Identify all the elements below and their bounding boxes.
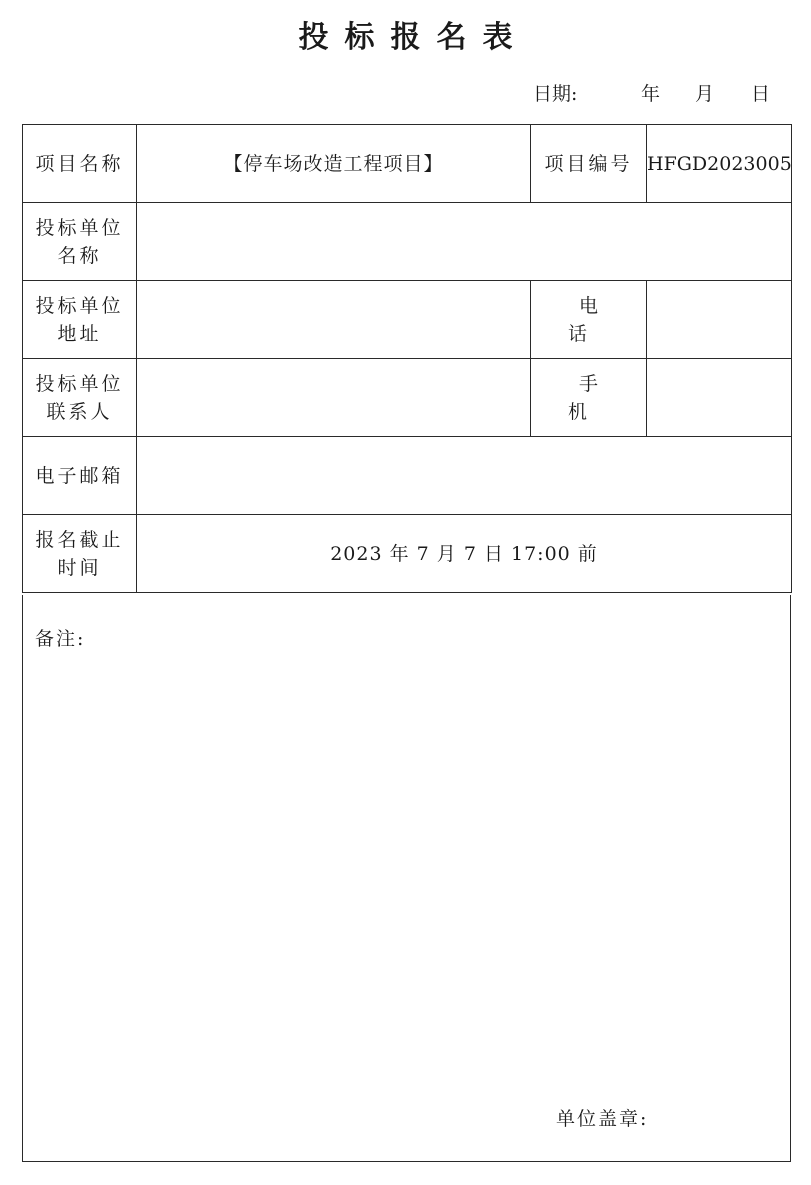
project-name-value: 【停车场改造工程项目】 [137,125,531,203]
project-no-label-cell [531,125,647,203]
email-field[interactable] [137,437,792,515]
phone-field[interactable] [647,281,792,359]
project-name-label-cell [23,125,137,203]
seal-label: 单位盖章: [556,1108,649,1130]
date-label: 日期: [533,83,578,105]
bidder-name-label-cell [23,203,137,281]
date-month-label: 月 [695,83,715,105]
table-row-project [23,125,792,203]
notes-label: 备注: [35,628,86,650]
deadline-label: 报名截止时间 [35,528,124,579]
bidder-name-field[interactable] [137,203,792,281]
table-row-email [23,437,792,515]
table-row-contact [23,359,792,437]
form-title: 投标报名表 [298,20,529,55]
table-row-bidder-address [23,281,792,359]
date-day-label: 日 [751,83,771,105]
date-line [533,80,783,108]
bidder-address-label-cell [23,281,137,359]
table-row-bidder-name [23,203,792,281]
contact-label-cell [23,359,137,437]
date-year-label: 年 [641,83,661,105]
notes-area[interactable] [22,595,791,1162]
registration-table [22,124,792,593]
project-no-value: HFGD2023005 [647,125,792,203]
table-row-deadline [23,515,792,593]
deadline-value: 2023 年 7 月 7 日 17:00 前 [137,515,792,593]
bidder-address-label: 投标单位地址 [35,294,124,345]
mobile-field[interactable] [647,359,792,437]
project-name-label: 项目名称 [35,152,124,175]
bidder-name-label: 投标单位名称 [35,216,124,267]
contact-field[interactable] [137,359,531,437]
bidder-address-field[interactable] [137,281,531,359]
email-label-cell [23,437,137,515]
email-label: 电子邮箱 [35,464,124,487]
phone-label: 电 话 [531,281,647,359]
project-no-label: 项目编号 [544,152,633,175]
mobile-label: 手 机 [531,359,647,437]
deadline-label-cell [23,515,137,593]
contact-label: 投标单位联系人 [35,372,124,423]
